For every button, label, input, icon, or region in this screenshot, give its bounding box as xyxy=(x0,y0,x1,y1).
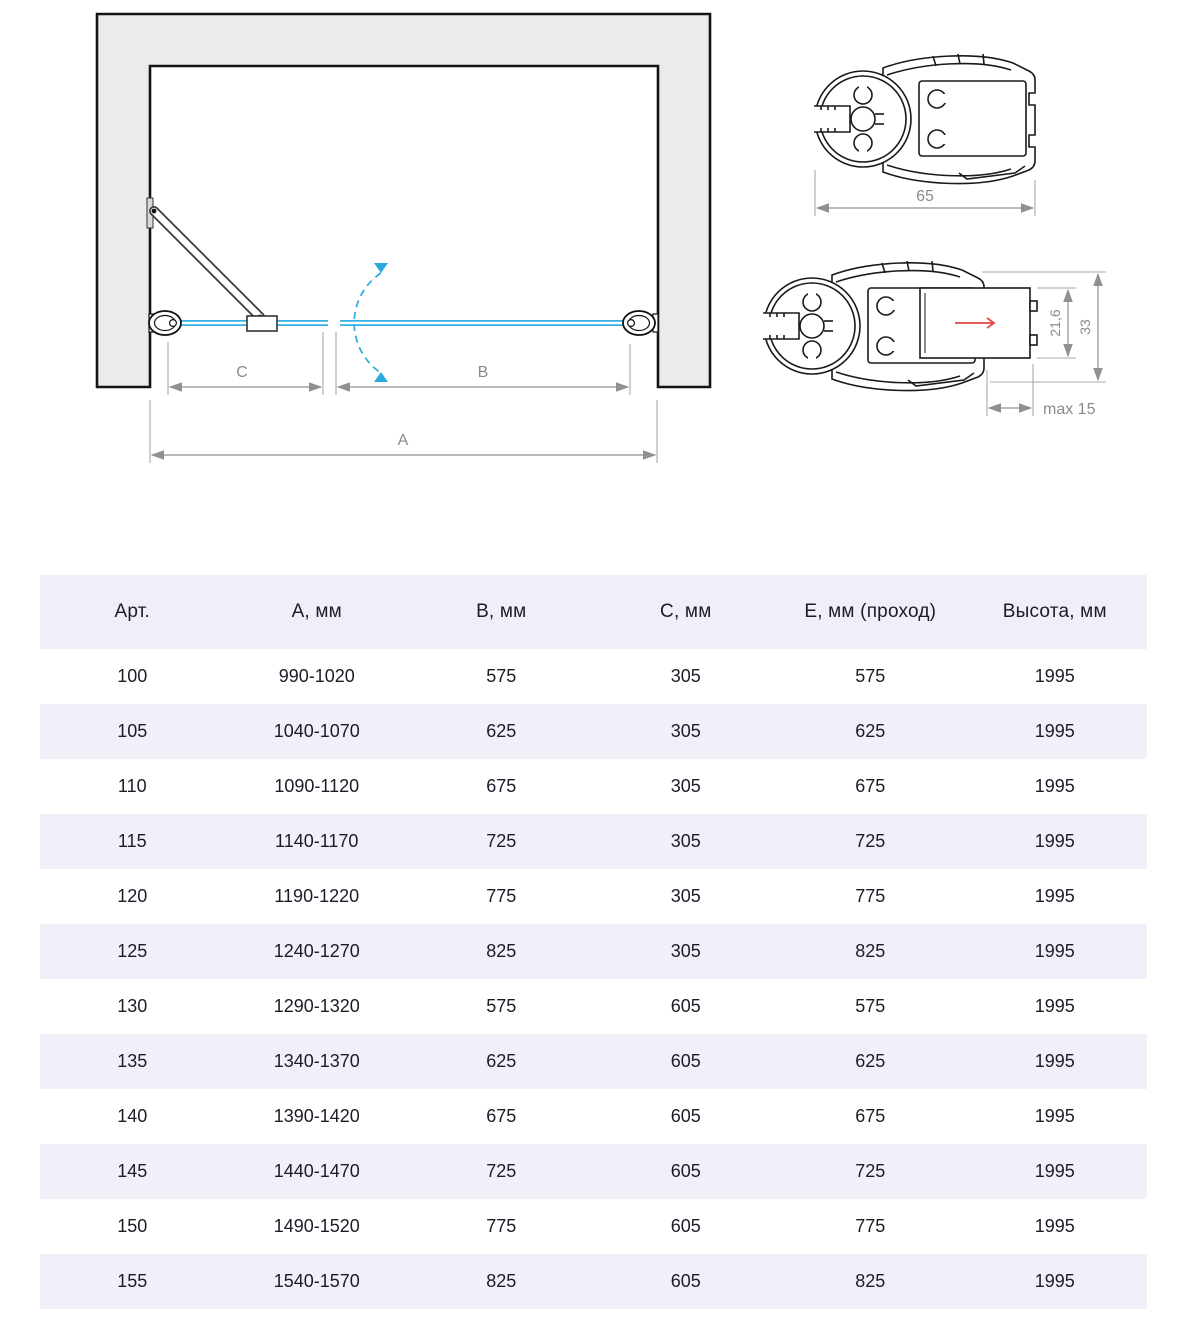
table-cell: 115 xyxy=(40,814,225,869)
table-row xyxy=(40,869,1147,924)
table-cell: 1995 xyxy=(963,1144,1148,1199)
table-cell: 110 xyxy=(40,759,225,814)
table-cell: 625 xyxy=(778,704,963,759)
table-cell: 120 xyxy=(40,869,225,924)
table-cell: 775 xyxy=(409,869,594,924)
dim-label-65: 65 xyxy=(916,188,934,205)
table-cell: 605 xyxy=(594,1254,779,1309)
profile-drawing-top xyxy=(814,54,1035,216)
swing-arrow-top-icon xyxy=(374,263,388,273)
table-cell: 1995 xyxy=(963,759,1148,814)
table-cell: 105 xyxy=(40,704,225,759)
table-cell: 825 xyxy=(778,1254,963,1309)
wall-section xyxy=(97,14,710,387)
column-header: Е, мм (проход) xyxy=(778,575,963,649)
table-cell: 1995 xyxy=(963,649,1148,704)
table-cell: 135 xyxy=(40,1034,225,1089)
table-cell: 775 xyxy=(778,1199,963,1254)
table-cell: 1995 xyxy=(963,869,1148,924)
table-cell: 605 xyxy=(594,979,779,1034)
column-header: А, мм xyxy=(225,575,410,649)
table-cell: 725 xyxy=(409,814,594,869)
dim-label-c: C xyxy=(236,364,248,381)
table-cell: 305 xyxy=(594,869,779,924)
profile-cross-sections xyxy=(750,20,1187,450)
table-cell: 305 xyxy=(594,649,779,704)
table-cell: 305 xyxy=(594,759,779,814)
table-cell: 725 xyxy=(778,814,963,869)
table-cell: 605 xyxy=(594,1144,779,1199)
table-row xyxy=(40,924,1147,979)
table-cell: 1995 xyxy=(963,979,1148,1034)
table-cell: 775 xyxy=(409,1199,594,1254)
table-cell: 605 xyxy=(594,1034,779,1089)
installation-diagram xyxy=(90,10,740,480)
table-cell: 1190-1220 xyxy=(225,869,410,924)
spec-table xyxy=(40,575,1147,1309)
table-cell: 575 xyxy=(409,649,594,704)
table-row xyxy=(40,1199,1147,1254)
table-cell: 725 xyxy=(409,1144,594,1199)
table-cell: 605 xyxy=(594,1089,779,1144)
table-cell: 145 xyxy=(40,1144,225,1199)
table-cell: 625 xyxy=(409,704,594,759)
table-cell: 990-1020 xyxy=(225,649,410,704)
column-header: С, мм xyxy=(594,575,779,649)
support-bar-bracket xyxy=(247,316,277,331)
table-cell: 1340-1370 xyxy=(225,1034,410,1089)
dim-label-b: B xyxy=(477,364,489,381)
table-cell: 605 xyxy=(594,1199,779,1254)
table-row xyxy=(40,1254,1147,1309)
table-cell: 130 xyxy=(40,979,225,1034)
table-cell: 1995 xyxy=(963,1199,1148,1254)
table-header-row xyxy=(40,575,1147,649)
table-cell: 625 xyxy=(778,1034,963,1089)
table-cell: 1540-1570 xyxy=(225,1254,410,1309)
table-cell: 1995 xyxy=(963,704,1148,759)
table-row xyxy=(40,1089,1147,1144)
table-cell: 725 xyxy=(778,1144,963,1199)
table-row xyxy=(40,1034,1147,1089)
wall-profile-left xyxy=(149,311,181,335)
table-cell: 775 xyxy=(778,869,963,924)
table-cell: 675 xyxy=(778,1089,963,1144)
table-cell: 1040-1070 xyxy=(225,704,410,759)
table-cell: 1390-1420 xyxy=(225,1089,410,1144)
table-cell: 1240-1270 xyxy=(225,924,410,979)
hinge-profile-right xyxy=(623,311,658,335)
table-cell: 1290-1320 xyxy=(225,979,410,1034)
spec-table-head xyxy=(40,575,1147,649)
table-cell: 625 xyxy=(409,1034,594,1089)
table-cell: 1995 xyxy=(963,1034,1148,1089)
table-cell: 305 xyxy=(594,704,779,759)
table-cell: 1440-1470 xyxy=(225,1144,410,1199)
dim-label-33: 33 xyxy=(1077,319,1093,335)
table-cell: 575 xyxy=(409,979,594,1034)
table-cell: 1995 xyxy=(963,924,1148,979)
table-cell: 305 xyxy=(594,924,779,979)
table-cell: 675 xyxy=(409,759,594,814)
swing-arrow-bottom-icon xyxy=(374,372,388,382)
table-cell: 155 xyxy=(40,1254,225,1309)
table-cell: 575 xyxy=(778,649,963,704)
dim-label-21-6: 21,6 xyxy=(1047,309,1063,337)
table-cell: 1995 xyxy=(963,814,1148,869)
table-cell: 100 xyxy=(40,649,225,704)
table-row xyxy=(40,1144,1147,1199)
table-cell: 675 xyxy=(778,759,963,814)
table-cell: 1490-1520 xyxy=(225,1199,410,1254)
table-cell: 825 xyxy=(409,1254,594,1309)
table-cell: 1090-1120 xyxy=(225,759,410,814)
table-cell: 150 xyxy=(40,1199,225,1254)
table-row xyxy=(40,979,1147,1034)
dim-label-max15: max 15 xyxy=(1043,401,1096,418)
table-row xyxy=(40,704,1147,759)
table-cell: 675 xyxy=(409,1089,594,1144)
table-cell: 125 xyxy=(40,924,225,979)
table-cell: 1995 xyxy=(963,1089,1148,1144)
table-cell: 825 xyxy=(778,924,963,979)
table-cell: 1995 xyxy=(963,1254,1148,1309)
table-row xyxy=(40,814,1147,869)
table-row xyxy=(40,759,1147,814)
column-header: Высота, мм xyxy=(963,575,1148,649)
table-cell: 825 xyxy=(409,924,594,979)
dim-label-a: A xyxy=(397,432,409,449)
table-cell: 305 xyxy=(594,814,779,869)
spec-table-body xyxy=(40,649,1147,1309)
table-row xyxy=(40,649,1147,704)
table-cell: 140 xyxy=(40,1089,225,1144)
profile-drawing-side xyxy=(763,261,1106,418)
column-header: Арт. xyxy=(40,575,225,649)
column-header: В, мм xyxy=(409,575,594,649)
table-cell: 575 xyxy=(778,979,963,1034)
table-cell: 1140-1170 xyxy=(225,814,410,869)
